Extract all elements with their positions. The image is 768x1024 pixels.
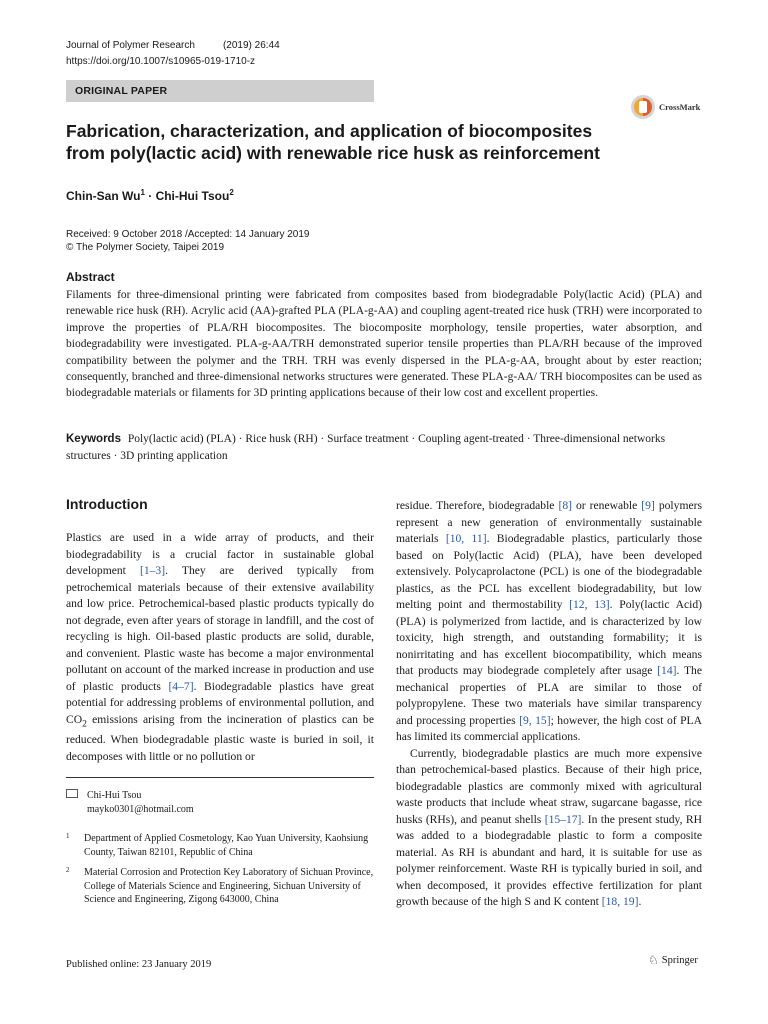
body-text: Plastics are used in a wide array of products, and their biodegradability is a crucial factor in sustainable global development	[66, 531, 374, 577]
affiliation-2	[66, 866, 374, 908]
abstract-text: Filaments for three-dimensional printing were fabricated from composites based from biodegradable Poly(lactic Acid) (PLA) and renewable rice husk (RH). Acrylic acid (AA)-grafted PLA (PLA-g-AA) and coupling agent-treated rice husk (TRH) were incorporated to improve the properties of PLA/RH biocomposites. The biocomposite morphology, tensile properties, water absorption, and biodegradability were investigated. PLA-g-AA/TRH demonstrated superior tensile properties than PLA/RH because of the improved compatibility between the polymer and the TRH. TRH was evenly dispersed in the PLA-g-AA, brought about by ester reaction; consequently, branched and three-dimensional networks structures were generated. These PLA-g-AA/ TRH biocomposites can be used as biodegradable materials or filaments for 3D printing applications because of their low cost and excellent properties.	[66, 289, 702, 400]
crossmark-icon	[631, 95, 655, 119]
section-heading-introduction: Introduction	[66, 496, 148, 512]
title-line-2: from poly(lactic acid) with renewable rice husk as reinforcement	[66, 143, 600, 163]
corresponding-author	[66, 789, 194, 815]
affiliation-number: 2	[66, 866, 70, 874]
intro-paragraph-left	[66, 530, 374, 765]
author-list	[66, 188, 234, 203]
author-affiliation-marker: 2	[229, 188, 234, 197]
intro-right-column	[396, 498, 702, 911]
crossmark-badge[interactable]	[631, 94, 700, 120]
intro-paragraph-2	[396, 746, 702, 911]
body-text: . Biodegradable plastics, particularly those based on Poly(lactic Acid) (PLA), have been developed extensively. Polycaprolactone (PCL) is one of the biodegradable plastics, as the PCL has excellent biodegradability, but low melting point and thermostability	[396, 532, 702, 611]
body-text: or renewable	[571, 499, 642, 512]
journal-citation	[66, 40, 280, 51]
publisher-name: Springer	[661, 955, 698, 966]
affiliation-text: Material Corrosion and Protection Key Laboratory of Sichuan Province, College of Materials Science and Engineering, Sichuan University of Science and Engineering, Zigong 643000, China	[84, 867, 374, 905]
citation-link[interactable]: [4–7]	[168, 679, 194, 693]
body-text: . The mechanical properties of PLA are similar to those of polypropylene. These two materials have similar transparency and processing properties	[396, 664, 702, 727]
article-dates	[66, 228, 310, 254]
keywords-block	[66, 431, 702, 464]
copyright-notice: © The Polymer Society, Taipei 2019	[66, 242, 225, 253]
publisher-logo	[648, 953, 698, 968]
citation-link[interactable]: [14]	[657, 664, 677, 677]
journal-issue: (2019) 26:44	[222, 40, 280, 51]
title-line-1: Fabrication, characterization, and application of biocomposites	[66, 121, 593, 141]
corresponding-author-name: Chi-Hui Tsou	[87, 790, 142, 801]
body-text: . They are derived typically from petrochemical materials because of their extensive availability and low price. Petrochemical-based plastic products typically do not degrade, even after years of storage in landfill, and the cost of recycling is high. Oil-based plastic products are solid, durable, and convenient. Plastic waste has become a major environmental pollutant on account of the marked increase in production and use of plastic products	[66, 564, 375, 693]
citation-link[interactable]: [1–3]	[139, 564, 166, 577]
author-name[interactable]: Chin-San Wu	[66, 189, 141, 203]
body-text: emissions arising from the incineration of plastics can be reduced. When biodegradable plastic waste is buried in soil, it decomposes with little or no pollution or	[66, 712, 374, 763]
article-title	[66, 120, 686, 164]
envelope-icon	[66, 789, 78, 798]
keywords-heading: Keywords	[66, 433, 121, 445]
author-name[interactable]: Chi-Hui Tsou	[155, 189, 230, 203]
citation-link[interactable]: [18, 19]	[601, 895, 639, 908]
article-type-badge: ORIGINAL PAPER	[66, 80, 374, 102]
affiliation-number: 1	[66, 832, 70, 840]
keywords-text: Poly(lactic acid) (PLA) · Rice husk (RH) · Surface treatment · Coupling agent-treated · Three-dimensional networks structures · 3D printing application	[66, 433, 666, 462]
citation-link[interactable]: [15–17]	[544, 812, 582, 826]
citation-link[interactable]: [9, 15]	[519, 713, 551, 727]
citation-link[interactable]: [9]	[641, 499, 655, 512]
subscript: 2	[82, 717, 87, 729]
abstract-heading: Abstract	[66, 270, 115, 284]
journal-name: Journal of Polymer Research	[66, 40, 195, 51]
body-text: polymers represent a new generation of environmentally sustainable materials	[396, 499, 702, 545]
received-accepted-dates: Received: 9 October 2018 /Accepted: 14 January 2019	[66, 229, 310, 240]
body-text: . Poly(lactic Acid) (PLA) is polymerized from lactide, and is characterized by low toxicity, high strength, and outstanding formability; it is nonirritating and has excellent biocompatibility, which means that products may biodegrade completely after usage	[396, 598, 702, 677]
body-text: . In the present study, RH was added to a biodegradable plastic to form a composite material. As RH is abundant and hard, it is suitable for use as polymer reinforcement. Waste RH is typically buried in soil, and when decomposed, it provides effective fertilization for plant growth because of the high S and K content	[396, 812, 702, 908]
springer-horse-icon: ♘	[648, 953, 659, 967]
author-separator: ·	[144, 189, 156, 203]
author-affiliation-marker: 1	[140, 188, 145, 197]
affiliation-text: Department of Applied Cosmetology, Kao Yuan University, Kaohsiung County, Taiwan 82101, Republic of China	[84, 833, 369, 858]
body-text: .	[638, 895, 642, 908]
footnote-divider	[66, 777, 374, 778]
citation-link[interactable]: [10, 11]	[445, 532, 487, 545]
intro-paragraph-right	[396, 499, 702, 743]
body-text: ; however, the high cost of PLA has limited its commercial applications.	[396, 713, 702, 743]
citation-link[interactable]: [8]	[558, 499, 572, 512]
body-text: . Biodegradable plastics have great potential for addressing problems of environmental pollution, and CO	[66, 679, 374, 726]
corresponding-author-email[interactable]: mayko0301@hotmail.com	[87, 804, 194, 815]
body-text: Currently, biodegradable plastics are much more expensive than petrochemical-based plastics. Because of their high price, biodegradable plastics are commonly mixed with agricultural waste products that include wheat straw, sugarcane bagasse, rice husks (RHs), and peanut shells	[396, 746, 702, 826]
doi-link[interactable]: https://doi.org/10.1007/s10965-019-1710-z	[66, 56, 256, 67]
affiliation-1	[66, 832, 374, 862]
published-online-date: Published online: 23 January 2019	[66, 959, 212, 970]
body-text: residue. Therefore, biodegradable	[396, 499, 559, 512]
citation-link[interactable]: [12, 13]	[569, 598, 610, 611]
crossmark-label: CrossMark	[659, 102, 701, 112]
